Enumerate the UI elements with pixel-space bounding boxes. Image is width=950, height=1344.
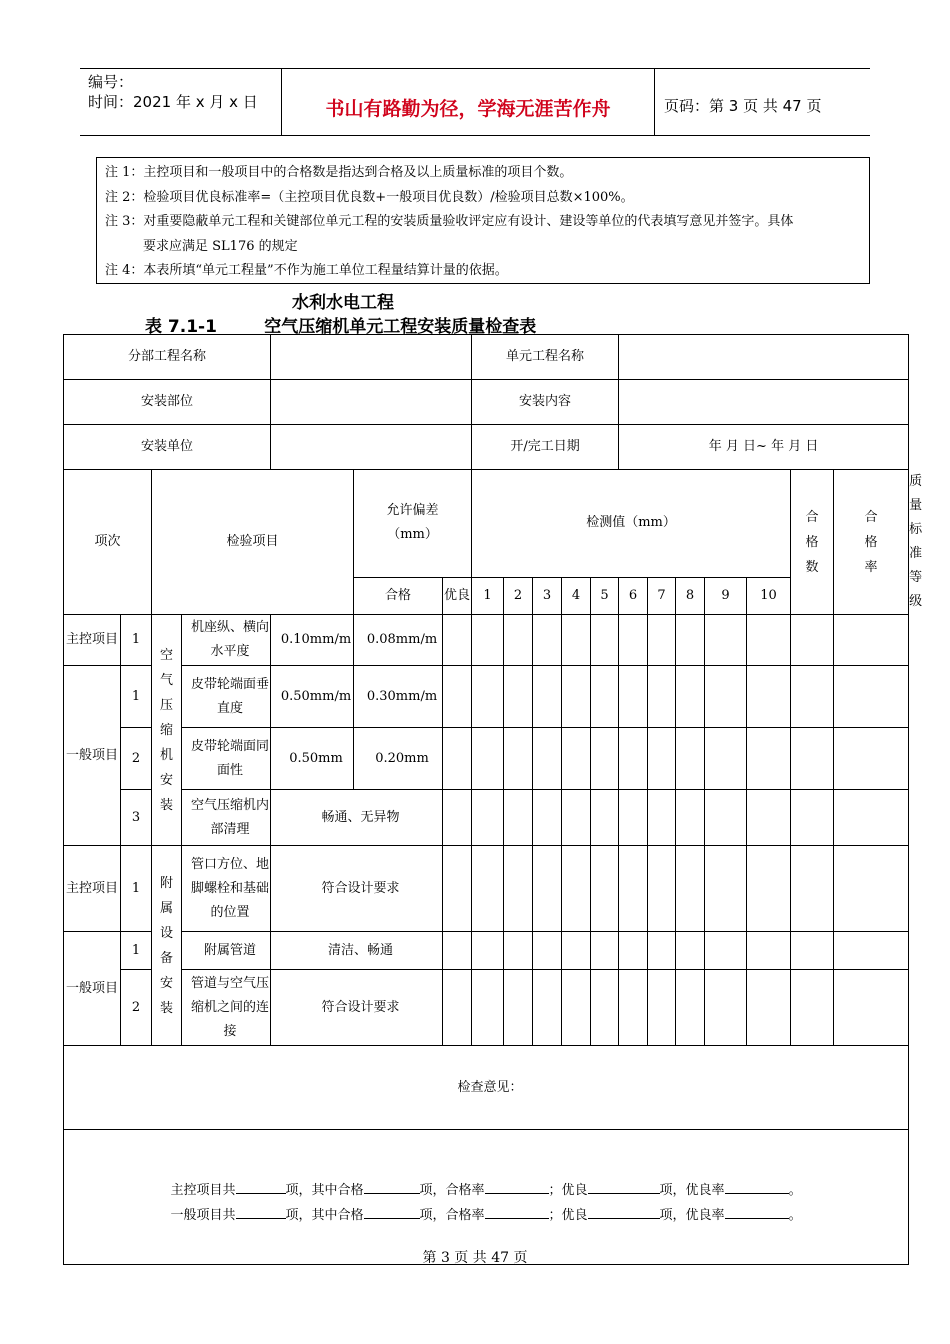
pass-rate-header: 合格率 xyxy=(834,470,909,615)
main-pass-blank[interactable] xyxy=(364,1178,420,1194)
row-excellent: 0.30mm/m xyxy=(354,666,443,728)
category-main: 主控项目 xyxy=(64,615,121,666)
table-row xyxy=(64,970,909,1046)
install-content-label: 安装内容 xyxy=(472,380,619,425)
table-row xyxy=(64,666,909,728)
summary-general-line: 一般项目共 项，其中合格 项，合格率 ；优良 项，优良率 。 xyxy=(72,1203,900,1228)
doc-title-line2: 表 7.1-1 空气压缩机单元工程安装质量检查表 xyxy=(145,317,537,337)
category-general: 一般项目 xyxy=(64,932,121,1046)
header-bottom-line xyxy=(80,135,870,136)
work-date-label: 开/完工日期 xyxy=(472,425,619,470)
row-no: 1 xyxy=(121,666,152,728)
main-excellent-blank[interactable] xyxy=(588,1178,660,1194)
col-1: 1 xyxy=(472,577,504,614)
note-2: 注 2：检验项目优良标准率=（主控项目优良数+一般项目优良数）/检验项目总数×100%。 xyxy=(105,189,634,205)
note-1: 注 1：主控项目和一般项目中的合格数是指达到合格及以上质量标准的项目个数。 xyxy=(105,165,573,180)
unit-project-value[interactable] xyxy=(619,335,909,380)
col-4: 4 xyxy=(562,577,591,614)
general-total-blank[interactable] xyxy=(236,1203,286,1219)
row-requirement: 符合设计要求 xyxy=(271,846,443,932)
branch-project-label: 分部工程名称 xyxy=(64,335,271,380)
row-excellent: 0.20mm xyxy=(354,728,443,790)
qualified-header: 合格 xyxy=(354,577,443,614)
col-6: 6 xyxy=(619,577,648,614)
row-requirement: 符合设计要求 xyxy=(271,970,443,1046)
row-item: 皮带轮端面同面性 xyxy=(182,728,271,790)
row-qualified: 0.10mm/m xyxy=(271,615,354,666)
general-pass-blank[interactable] xyxy=(364,1203,420,1219)
row-requirement: 畅通、无异物 xyxy=(271,790,443,846)
allowance-header xyxy=(354,470,472,578)
note-4: 注 4：本表所填“单元工程量”不作为施工单位工程量结算计量的依据。 xyxy=(105,263,508,278)
note-3-cont: 要求应满足 SL176 的规定 xyxy=(143,238,298,254)
main-exrate-blank[interactable] xyxy=(725,1178,789,1194)
measured-header: 检测值（mm） xyxy=(472,470,791,578)
inspection-table: 分部工程名称 单元工程名称 安装部位 安装内容 安装单位 开/完工日期 年 月 日~ 年 月 日 项次 检验项目 允许偏差 （mm） 检测值（mm） 合格数 合格率 质量标准 等级 合格 优良 1 2 3 4 5 6 7 8 9 10 主控项目 1 空气压缩机安装 机座纵、横向水平度 0.10mm/m 0.08mm/m 一般项目 1 皮带轮端面垂直度 0.50mm/m 0.30mm/m 2 皮带轮端面同面性 0.50mm 0.20mm 3 空气压缩机内部清理 畅通、无异物 主控项目 1 附属设备安装 管口方位、地脚螺栓和基础的位置 符合设计要求 一般项目 1 附属管道 清洁、畅通 2 管道与空气压缩机之间的连接 符合设计要求 检查意见： 主控项目共 项，其中合格 项，合格率 ；优良 项，优良率 。 一般项目共 项，其中合格 项，合格率 ；优良 项，优良率 。 xyxy=(63,334,909,1265)
check-opinion[interactable]: 检查意见： xyxy=(64,1046,909,1130)
row-no: 2 xyxy=(121,970,152,1046)
row-item: 皮带轮端面垂直度 xyxy=(182,666,271,728)
col-9: 9 xyxy=(705,577,747,614)
category-main: 主控项目 xyxy=(64,846,121,932)
header-divider-right xyxy=(654,68,655,136)
check-item-header: 检验项目 xyxy=(152,470,354,615)
table-row xyxy=(64,728,909,790)
table-row xyxy=(64,846,909,932)
pass-count-header: 合格数 xyxy=(791,470,834,615)
doc-title-line1: 水利水电工程 xyxy=(292,293,394,313)
col-10: 10 xyxy=(747,577,791,614)
install-position-label: 安装部位 xyxy=(64,380,271,425)
summary-block xyxy=(64,1130,909,1265)
col-8: 8 xyxy=(676,577,705,614)
row-item: 附属管道 xyxy=(182,932,271,970)
row-no: 3 xyxy=(121,790,152,846)
row-item: 管口方位、地脚螺栓和基础的位置 xyxy=(182,846,271,932)
row-no: 1 xyxy=(121,846,152,932)
row-no: 2 xyxy=(121,728,152,790)
install-content-value[interactable] xyxy=(619,380,909,425)
header-top-line xyxy=(80,68,870,69)
table-row xyxy=(64,790,909,846)
install-company-label: 安装单位 xyxy=(64,425,271,470)
row-item: 管道与空气压缩机之间的连接 xyxy=(182,970,271,1046)
page-indicator: 页码：第 3 页 共 47 页 xyxy=(664,97,822,115)
install-company-value[interactable] xyxy=(271,425,472,470)
row-no: 1 xyxy=(121,615,152,666)
col-3: 3 xyxy=(533,577,562,614)
general-exrate-blank[interactable] xyxy=(725,1203,789,1219)
group-compressor-install: 空气压缩机安装 xyxy=(152,615,182,846)
col-5: 5 xyxy=(591,577,619,614)
row-no: 1 xyxy=(121,932,152,970)
note-3: 注 3：对重要隐蔽单元工程和关键部位单元工程的安装质量验收评定应有设计、建设等单位的代表填写意见并签字。具体 xyxy=(105,214,794,229)
motto: 书山有路勤为径，学海无涯苦作舟 xyxy=(325,98,611,120)
excellent-header: 优良 xyxy=(443,577,472,614)
row-requirement: 清洁、畅通 xyxy=(271,932,443,970)
row-item: 空气压缩机内部清理 xyxy=(182,790,271,846)
date-text: 时间：2021 年 x 月 x 日 xyxy=(88,93,258,111)
general-rate-blank[interactable] xyxy=(485,1203,549,1219)
item-no-header: 项次 xyxy=(64,470,152,615)
table-row xyxy=(64,932,909,970)
summary-main-line: 主控项目共 项，其中合格 项，合格率 ；优良 项，优良率 。 xyxy=(72,1178,900,1203)
row-item: 机座纵、横向水平度 xyxy=(182,615,271,666)
unit-project-label: 单元工程名称 xyxy=(472,335,619,380)
row-qualified: 0.50mm xyxy=(271,728,354,790)
branch-project-value[interactable] xyxy=(271,335,472,380)
header-meta xyxy=(88,72,258,112)
allowance-title: 允许偏差 xyxy=(386,503,439,519)
general-excellent-blank[interactable] xyxy=(588,1203,660,1219)
table-row xyxy=(64,615,909,666)
install-position-value[interactable] xyxy=(271,380,472,425)
work-date-value[interactable]: 年 月 日~ 年 月 日 xyxy=(619,425,909,470)
col-7: 7 xyxy=(648,577,676,614)
main-total-blank[interactable] xyxy=(236,1178,286,1194)
main-rate-blank[interactable] xyxy=(485,1178,549,1194)
category-general: 一般项目 xyxy=(64,666,121,846)
notes-box xyxy=(96,157,870,284)
col-2: 2 xyxy=(504,577,533,614)
row-qualified: 0.50mm/m xyxy=(271,666,354,728)
serial-label: 编号： xyxy=(88,73,134,91)
group-auxiliary-install: 附属设备安装 xyxy=(152,846,182,1046)
allowance-unit: （mm） xyxy=(387,527,438,543)
page-footer: 第 3 页 共 47 页 xyxy=(422,1250,528,1266)
row-excellent: 0.08mm/m xyxy=(354,615,443,666)
